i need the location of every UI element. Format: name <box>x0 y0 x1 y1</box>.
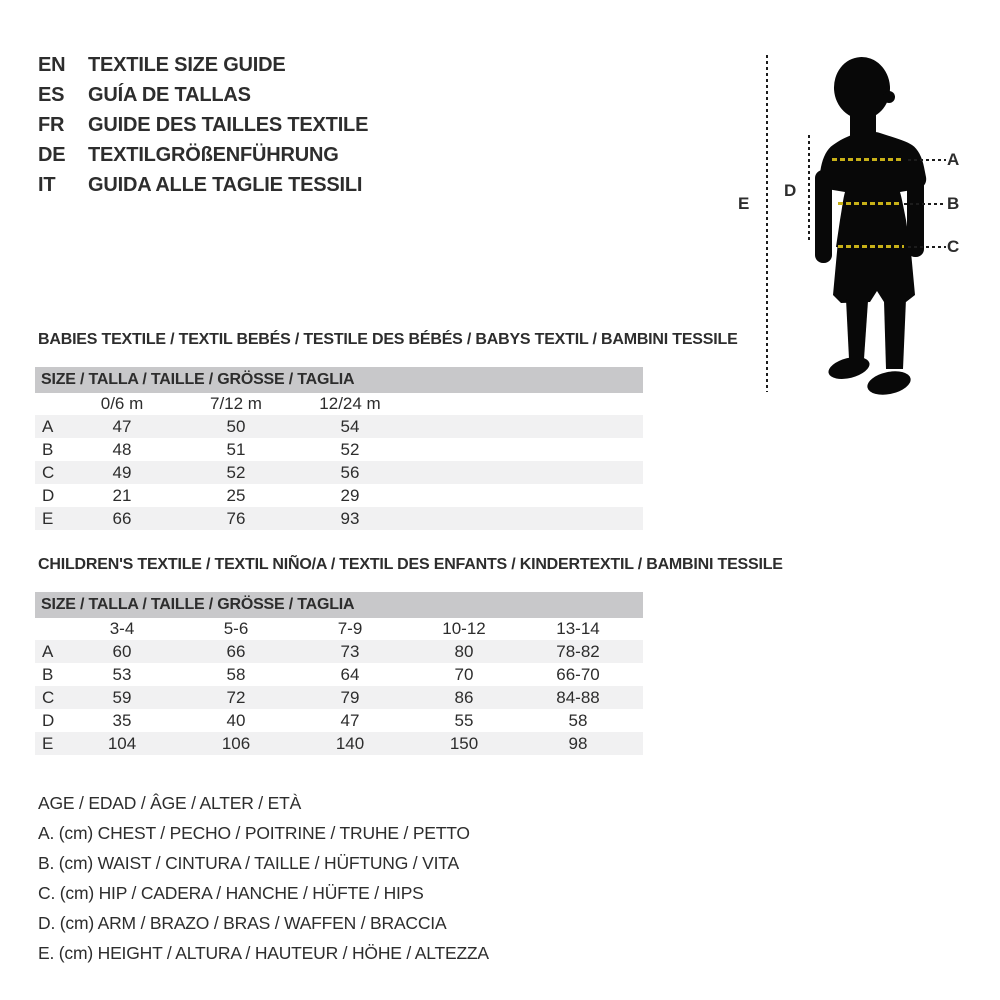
language-row <box>38 80 368 110</box>
column-header: 7-9 <box>337 619 363 638</box>
size-header: SIZE / TALLA / TAILLE / GRÖSSE / TAGLIA <box>35 592 643 618</box>
table-cell: 47 <box>112 416 132 436</box>
language-title: TEXTILE SIZE GUIDE <box>88 53 286 76</box>
chest-label: A <box>947 150 960 169</box>
language-code: IT <box>38 173 56 196</box>
legend-hip: C. (cm) HIP / CADERA / HANCHE / HÜFTE / HIPS <box>38 883 424 903</box>
legend-waist: B. (cm) WAIST / CINTURA / TAILLE / HÜFTUNG / VITA <box>38 853 459 873</box>
table-row <box>35 709 643 732</box>
table-row <box>35 507 643 530</box>
row-label: C <box>42 462 55 482</box>
table-cell: 25 <box>226 485 246 505</box>
row-label: D <box>42 485 55 505</box>
table-row <box>35 686 643 709</box>
table-cell: 29 <box>340 485 360 505</box>
column-header: 5-6 <box>223 619 249 638</box>
arm-measure-line <box>808 135 810 243</box>
table-cell: 56 <box>340 462 360 482</box>
language-list <box>38 50 368 200</box>
row-label: C <box>42 687 55 707</box>
column-header: 7/12 m <box>210 394 262 413</box>
column-header: 0/6 m <box>100 394 144 413</box>
table-row <box>35 461 643 484</box>
height-label: E <box>738 194 750 213</box>
table-row <box>35 640 643 663</box>
children-section-title: CHILDREN'S TEXTILE / TEXTIL NIÑO/A / TEXTIL DES ENFANTS / KINDERTEXTIL / BAMBINI TESSILE <box>38 556 783 573</box>
table-cell: 60 <box>112 641 132 661</box>
column-header: 12/24 m <box>319 394 381 413</box>
babies-size-table <box>35 367 643 530</box>
language-row <box>38 140 368 170</box>
language-row <box>38 110 368 140</box>
table-cell: 106 <box>221 733 251 753</box>
babies-section-title: BABIES TEXTILE / TEXTIL BEBÉS / TESTILE DES BÉBÉS / BABYS TEXTIL / BAMBINI TESSILE <box>38 331 738 348</box>
table-cell: 21 <box>112 485 132 505</box>
hip-dash-dark <box>908 246 946 248</box>
measurement-figure <box>700 40 995 435</box>
children-size-table <box>35 592 643 755</box>
row-label: B <box>42 664 54 684</box>
table-cell: 48 <box>112 439 132 459</box>
column-header: 3-4 <box>109 619 135 638</box>
row-label: E <box>42 508 54 528</box>
table-cell: 104 <box>107 733 137 753</box>
language-row <box>38 50 368 80</box>
language-code: EN <box>38 53 66 76</box>
table-cell: 52 <box>340 439 360 459</box>
language-title: GUIDE DES TAILLES TEXTILE <box>88 113 369 136</box>
table-cell: 79 <box>340 687 360 707</box>
table-cell: 55 <box>454 710 474 730</box>
table-cell: 73 <box>340 641 360 661</box>
table-cell: 78-82 <box>556 641 600 661</box>
hip-dash-yellow <box>838 245 904 248</box>
table-cell: 93 <box>340 508 360 528</box>
row-label: E <box>42 733 54 753</box>
table-row <box>35 484 643 507</box>
arm-label: D <box>784 181 797 200</box>
legend-age: AGE / EDAD / ÂGE / ALTER / ETÀ <box>38 793 302 813</box>
ear-shape <box>883 91 895 103</box>
legend-height: E. (cm) HEIGHT / ALTURA / HAUTEUR / HÖHE / ALTEZZA <box>38 943 489 963</box>
table-row <box>35 663 643 686</box>
row-label: B <box>42 439 54 459</box>
language-code: DE <box>38 143 66 166</box>
table-row <box>35 732 643 755</box>
language-title: GUIDA ALLE TAGLIE TESSILI <box>88 173 363 196</box>
row-label: A <box>42 641 54 661</box>
table-cell: 66 <box>112 508 132 528</box>
language-row <box>38 170 368 200</box>
table-cell: 52 <box>226 462 246 482</box>
table-cell: 35 <box>112 710 132 730</box>
legend-arm: D. (cm) ARM / BRAZO / BRAS / WAFFEN / BRACCIA <box>38 913 447 933</box>
hip-label: C <box>947 237 960 256</box>
column-header: 10-12 <box>442 619 486 638</box>
language-code: FR <box>38 113 65 136</box>
table-cell: 58 <box>226 664 246 684</box>
waist-dash-dark <box>904 203 946 205</box>
column-header: 13-14 <box>556 619 600 638</box>
measurement-legend <box>38 788 489 968</box>
table-cell: 80 <box>454 641 474 661</box>
legend-chest: A. (cm) CHEST / PECHO / POITRINE / TRUHE / PETTO <box>38 823 470 843</box>
row-label: A <box>42 416 54 436</box>
chest-dash-yellow <box>832 158 904 161</box>
row-label: D <box>42 710 55 730</box>
table-cell: 86 <box>454 687 474 707</box>
table-row <box>35 415 643 438</box>
language-title: TEXTILGRÖßENFÜHRUNG <box>88 143 339 166</box>
table-cell: 59 <box>112 687 132 707</box>
table-cell: 140 <box>335 733 365 753</box>
table-column-header-row <box>35 618 643 640</box>
table-cell: 64 <box>340 664 360 684</box>
table-cell: 70 <box>454 664 474 684</box>
size-header: SIZE / TALLA / TAILLE / GRÖSSE / TAGLIA <box>35 367 643 393</box>
height-measure-line <box>766 55 768 392</box>
table-cell: 150 <box>449 733 479 753</box>
table-cell: 84-88 <box>556 687 600 707</box>
table-cell: 47 <box>340 710 360 730</box>
waist-label: B <box>947 194 960 213</box>
language-code: ES <box>38 83 65 106</box>
table-column-header-row <box>35 393 643 415</box>
waist-dash-yellow <box>838 202 900 205</box>
table-cell: 66 <box>226 641 246 661</box>
table-cell: 54 <box>340 416 360 436</box>
table-cell: 58 <box>568 710 588 730</box>
table-cell: 49 <box>112 462 132 482</box>
table-cell: 53 <box>112 664 132 684</box>
table-cell: 40 <box>226 710 246 730</box>
table-cell: 76 <box>226 508 246 528</box>
language-title: GUÍA DE TALLAS <box>88 83 251 106</box>
table-cell: 51 <box>226 439 246 459</box>
table-cell: 66-70 <box>556 664 600 684</box>
table-row <box>35 438 643 461</box>
chest-dash-dark <box>908 159 946 161</box>
table-cell: 72 <box>226 687 246 707</box>
table-cell: 50 <box>226 416 246 436</box>
table-cell: 98 <box>568 733 588 753</box>
child-silhouette-icon <box>810 55 935 400</box>
